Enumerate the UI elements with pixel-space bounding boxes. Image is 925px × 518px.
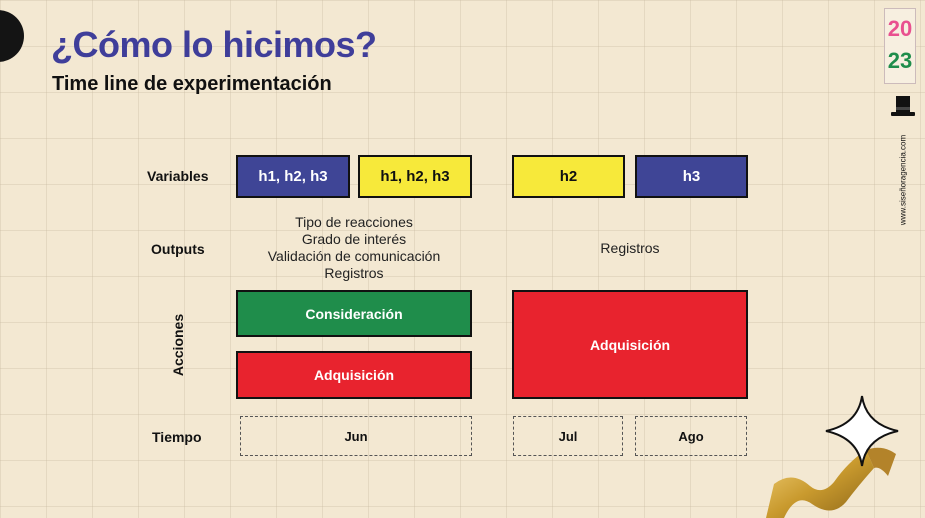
row-label-outputs: Outputs [151, 241, 205, 257]
outputs-list-jun [236, 214, 472, 282]
accion-consideracion: Consideración [236, 290, 472, 337]
accion-adquisicion-jun: Adquisición [236, 351, 472, 399]
year-logo-top: 20 [887, 16, 913, 41]
variable-box-jun-1: h1, h2, h3 [236, 155, 350, 198]
tiempo-ago: Ago [635, 416, 747, 456]
variable-box-ago: h3 [635, 155, 748, 198]
year-logo [884, 8, 916, 84]
variable-box-jul: h2 [512, 155, 625, 198]
page-title: ¿Cómo lo hicimos? [51, 24, 377, 65]
tiempo-jun: Jun [240, 416, 472, 456]
accion-adquisicion-jul-ago: Adquisición [512, 290, 748, 399]
website-url: www.siseñoragencia.com [898, 134, 908, 226]
output-item: Tipo de reacciones [295, 214, 413, 230]
output-item: Registros [324, 265, 384, 281]
corner-dot [0, 10, 24, 62]
row-label-variables: Variables [147, 168, 209, 184]
page-subtitle: Time line de experimentación [52, 73, 332, 95]
sparkle-star-icon [824, 394, 900, 468]
outputs-jul-ago: Registros [600, 240, 660, 256]
tiempo-jul: Jul [513, 416, 623, 456]
variable-box-jun-2: h1, h2, h3 [358, 155, 472, 198]
top-hat-icon [890, 96, 916, 120]
year-logo-bottom: 23 [887, 48, 913, 73]
row-label-acciones: Acciones [170, 313, 186, 377]
row-label-tiempo: Tiempo [152, 429, 202, 445]
output-item: Validación de comunicación [267, 248, 441, 264]
output-item: Grado de interés [301, 231, 407, 247]
